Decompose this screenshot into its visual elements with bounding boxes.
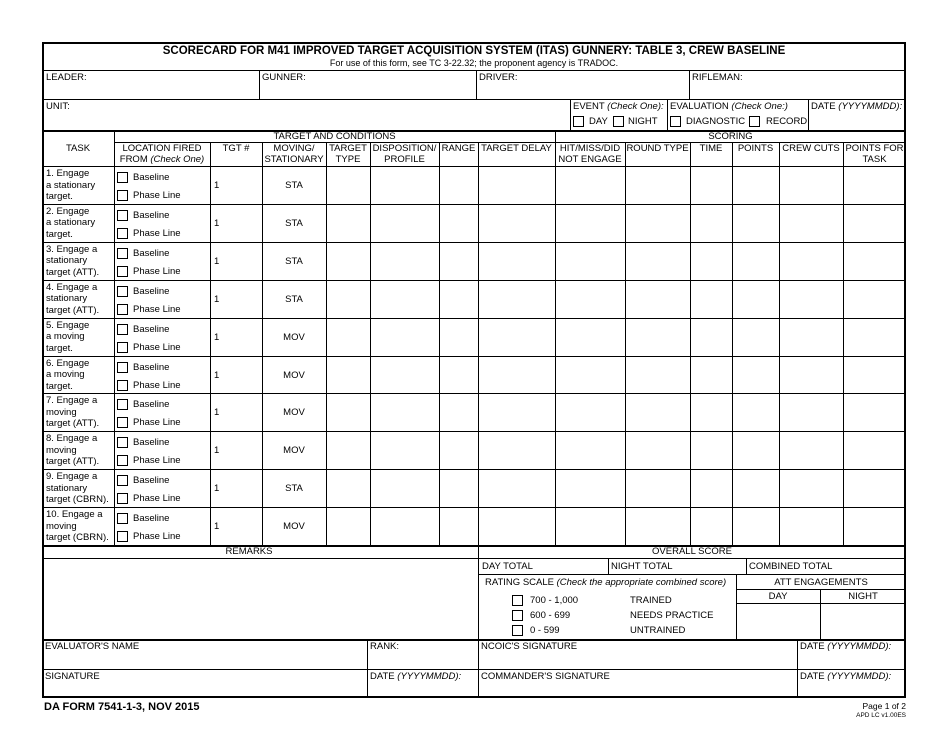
- col-time: TIME: [699, 143, 723, 154]
- eval-diagnostic-checkbox[interactable]: [670, 116, 681, 127]
- task-label: 9. Engage a stationary target (CBRN).: [46, 471, 109, 506]
- phase-line-label: Phase Line: [133, 303, 181, 315]
- rating-range: 0 - 599: [530, 625, 560, 636]
- baseline-label: Baseline: [133, 247, 170, 259]
- baseline-checkbox[interactable]: [117, 362, 128, 373]
- moving-stationary-value: MOV: [283, 521, 305, 533]
- col-location: LOCATION FIRED FROM (Check One): [119, 143, 205, 165]
- baseline-checkbox[interactable]: [117, 172, 128, 183]
- col-disposition: DISPOSITION/ PROFILE: [372, 143, 437, 165]
- phase-line-checkbox[interactable]: [117, 531, 128, 542]
- moving-stationary-value: MOV: [283, 369, 305, 381]
- evaluator-name-field[interactable]: EVALUATOR'S NAME: [45, 641, 140, 652]
- rating-untrained-checkbox[interactable]: [512, 625, 523, 636]
- tgt-number: 1: [214, 445, 220, 457]
- event-label: EVENT (Check One):: [573, 101, 664, 112]
- page-number: Page 1 of 2: [862, 701, 906, 711]
- col-range: RANGE: [441, 143, 476, 154]
- tgt-number: 1: [214, 483, 220, 495]
- att-day-label: DAY: [768, 591, 788, 602]
- rating-label: UNTRAINED: [630, 625, 686, 636]
- driver-field[interactable]: DRIVER:: [479, 72, 518, 83]
- form-id: DA FORM 7541-1-3, NOV 2015: [44, 701, 200, 713]
- moving-stationary-value: STA: [285, 255, 303, 267]
- phase-line-label: Phase Line: [133, 455, 181, 467]
- baseline-label: Baseline: [133, 399, 170, 411]
- evaluator-date-field[interactable]: DATE (YYYYMMDD):: [370, 671, 462, 682]
- rating-label: NEEDS PRACTICE: [630, 610, 714, 621]
- baseline-checkbox[interactable]: [117, 437, 128, 448]
- phase-line-checkbox[interactable]: [117, 190, 128, 201]
- event-day-label: DAY: [589, 116, 608, 127]
- col-points-for-task: POINTS FOR TASK: [845, 143, 904, 165]
- baseline-checkbox[interactable]: [117, 210, 128, 221]
- phase-line-label: Phase Line: [133, 531, 181, 543]
- col-crew-cuts: CREW CUTS: [782, 143, 840, 154]
- form-title: SCORECARD FOR M41 IMPROVED TARGET ACQUISITION SYSTEM (ITAS) GUNNERY: TABLE 3, CREW BASELINE: [162, 45, 786, 57]
- col-target-delay: TARGET DELAY: [481, 143, 552, 154]
- rating-needs-practice-checkbox[interactable]: [512, 610, 523, 621]
- phase-line-checkbox[interactable]: [117, 380, 128, 391]
- baseline-checkbox[interactable]: [117, 286, 128, 297]
- tgt-number: 1: [214, 407, 220, 419]
- moving-stationary-value: MOV: [283, 331, 305, 343]
- phase-line-label: Phase Line: [133, 341, 181, 353]
- col-round-type: ROUND TYPE: [626, 143, 689, 154]
- tgt-number: 1: [214, 331, 220, 343]
- moving-stationary-value: MOV: [283, 407, 305, 419]
- phase-line-label: Phase Line: [133, 379, 181, 391]
- rating-label: TRAINED: [630, 595, 672, 606]
- phase-line-label: Phase Line: [133, 493, 181, 505]
- baseline-label: Baseline: [133, 172, 170, 183]
- col-task: TASK: [65, 143, 91, 154]
- tgt-number: 1: [214, 369, 220, 381]
- col-group-scoring: SCORING: [708, 131, 753, 142]
- phase-line-checkbox[interactable]: [117, 493, 128, 504]
- eval-diagnostic-label: DIAGNOSTIC: [686, 116, 746, 127]
- date-field[interactable]: DATE (YYYYMMDD):: [811, 101, 903, 112]
- col-group-target: TARGET AND CONDITIONS: [273, 131, 396, 142]
- evaluation-label: EVALUATION (Check One:): [670, 101, 788, 112]
- ncoic-signature-field[interactable]: NCOIC'S SIGNATURE: [481, 641, 578, 652]
- baseline-label: Baseline: [133, 361, 170, 373]
- col-target-type: TARGET TYPE: [329, 143, 367, 165]
- rifleman-field[interactable]: RIFLEMAN:: [692, 72, 743, 83]
- baseline-label: Baseline: [133, 437, 170, 449]
- overall-score-label: OVERALL SCORE: [652, 546, 732, 557]
- remarks-label: REMARKS: [225, 546, 273, 557]
- commander-signature-field[interactable]: COMMANDER'S SIGNATURE: [481, 671, 610, 682]
- event-night-label: NIGHT: [628, 116, 658, 127]
- baseline-label: Baseline: [133, 475, 170, 487]
- event-day-checkbox[interactable]: [573, 116, 584, 127]
- rating-scale-label: RATING SCALE (Check the appropriate combined score): [485, 577, 727, 588]
- rating-range: 600 - 699: [530, 610, 571, 621]
- ncoic-date-field[interactable]: DATE (YYYYMMDD):: [800, 641, 892, 652]
- col-moving: MOVING/ STATIONARY: [264, 143, 324, 165]
- col-points: POINTS: [737, 143, 774, 154]
- phase-line-label: Phase Line: [133, 265, 181, 277]
- col-hit-miss: HIT/MISS/DID NOT ENGAGE: [558, 143, 622, 165]
- task-label: 6. Engage a moving target.: [46, 357, 90, 392]
- event-night-checkbox[interactable]: [613, 116, 624, 127]
- att-engagements-label: ATT ENGAGEMENTS: [774, 577, 868, 588]
- phase-line-checkbox[interactable]: [117, 304, 128, 315]
- baseline-checkbox[interactable]: [117, 248, 128, 259]
- att-night-label: NIGHT: [848, 591, 878, 602]
- eval-record-checkbox[interactable]: [749, 116, 760, 127]
- version-label: APD LC v1.00ES: [856, 712, 906, 719]
- tgt-number: 1: [214, 293, 220, 305]
- task-label: 3. Engage a stationary target (ATT).: [46, 243, 100, 278]
- phase-line-label: Phase Line: [133, 227, 181, 239]
- baseline-checkbox[interactable]: [117, 513, 128, 524]
- phase-line-checkbox[interactable]: [117, 228, 128, 239]
- task-label: 4. Engage a stationary target (ATT).: [46, 281, 100, 316]
- tgt-number: 1: [214, 217, 220, 229]
- baseline-label: Baseline: [133, 513, 170, 525]
- tgt-number: 1: [214, 521, 220, 533]
- baseline-label: Baseline: [133, 285, 170, 297]
- phase-line-label: Phase Line: [133, 417, 181, 429]
- baseline-checkbox[interactable]: [117, 475, 128, 486]
- unit-field[interactable]: UNIT:: [46, 101, 70, 112]
- moving-stationary-value: STA: [285, 483, 303, 495]
- task-label: 8. Engage a moving target (ATT).: [46, 433, 100, 468]
- moving-stationary-value: MOV: [283, 445, 305, 457]
- task-label: 10. Engage a moving target (CBRN).: [46, 509, 109, 544]
- tgt-number: 1: [214, 255, 220, 267]
- col-tgt: TGT #: [222, 143, 250, 154]
- moving-stationary-value: STA: [285, 180, 303, 191]
- day-total-field[interactable]: DAY TOTAL: [482, 561, 533, 572]
- form-subtitle: For use of this form, see TC 3-22.32; the proponent agency is TRADOC.: [329, 58, 619, 68]
- eval-record-label: RECORD: [766, 116, 808, 127]
- tgt-number: 1: [214, 180, 220, 191]
- night-total-field[interactable]: NIGHT TOTAL: [611, 561, 673, 572]
- phase-line-checkbox[interactable]: [117, 266, 128, 277]
- combined-total-field[interactable]: COMBINED TOTAL: [749, 561, 833, 572]
- phase-line-checkbox[interactable]: [117, 342, 128, 353]
- phase-line-checkbox[interactable]: [117, 417, 128, 428]
- baseline-label: Baseline: [133, 209, 170, 221]
- moving-stationary-value: STA: [285, 293, 303, 305]
- gunner-field[interactable]: GUNNER:: [262, 72, 306, 83]
- rating-trained-checkbox[interactable]: [512, 595, 523, 606]
- task-label: 5. Engage a moving target.: [46, 319, 90, 354]
- task-label: 1. Engage a stationary target.: [46, 168, 96, 202]
- task-label: 2. Engage a stationary target.: [46, 205, 96, 240]
- signature-field[interactable]: SIGNATURE: [45, 671, 100, 682]
- baseline-checkbox[interactable]: [117, 399, 128, 410]
- baseline-checkbox[interactable]: [117, 324, 128, 335]
- rating-range: 700 - 1,000: [530, 595, 579, 606]
- baseline-label: Baseline: [133, 323, 170, 335]
- task-label: 7. Engage a moving target (ATT).: [46, 395, 100, 430]
- rank-field[interactable]: RANK:: [370, 641, 400, 652]
- commander-date-field[interactable]: DATE (YYYYMMDD):: [800, 671, 892, 682]
- phase-line-checkbox[interactable]: [117, 455, 128, 466]
- moving-stationary-value: STA: [285, 217, 303, 229]
- phase-line-label: Phase Line: [133, 190, 181, 201]
- leader-field[interactable]: LEADER:: [46, 72, 87, 83]
